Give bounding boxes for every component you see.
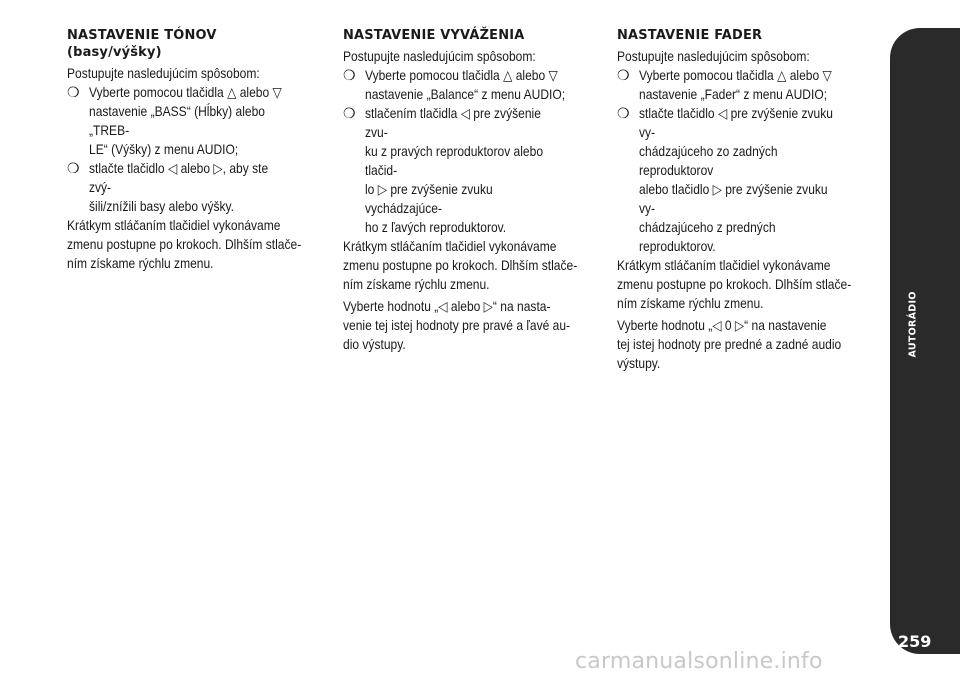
section-tab — [890, 28, 960, 654]
text-line: Vyberte hodnotu „◁ 0 ▷“ na nastavenie — [617, 317, 827, 333]
text-line: ho z ľavých reproduktorov. — [365, 219, 507, 235]
text-line: nastavenie „BASS“ (Hĺbky) alebo „TREB- — [89, 103, 266, 138]
heading-balance: NASTAVENIE VYVÁŽENIA — [343, 27, 525, 43]
section-tab-text: AUTORÁDIO — [907, 291, 919, 358]
bullet-item — [617, 66, 873, 104]
intro-text: Postupujte nasledujúcim spôsobom: — [617, 48, 810, 64]
bullet-item — [67, 83, 323, 159]
bullet-circle-icon: ❍ — [617, 67, 630, 83]
text-line: chádzajúceho z predných reproduktorov. — [639, 219, 776, 254]
text-line: Vyberte pomocou tlačidla △ alebo ▽ — [639, 67, 832, 83]
bullet-item — [67, 159, 323, 216]
paragraph — [67, 216, 322, 273]
column-tone — [67, 27, 323, 273]
text-line: zmenu postupne po krokoch. Dlhším stlače- — [67, 236, 302, 252]
text-line: Krátkym stláčaním tlačidiel vykonávame — [617, 257, 831, 273]
intro-text: Postupujte nasledujúcim spôsobom: — [343, 48, 536, 64]
bullet-circle-icon: ❍ — [617, 105, 630, 121]
paragraph — [617, 256, 872, 313]
text-line: dio výstupy. — [343, 336, 406, 352]
text-line: chádzajúceho zo zadných reproduktorov — [639, 143, 778, 178]
text-line: stlačte tlačidlo ◁ pre zvýšenie zvuku vy- — [639, 105, 833, 140]
text-line: Vyberte pomocou tlačidla △ alebo ▽ — [365, 67, 558, 83]
text-line: tej istej hodnoty pre predné a zadné audio — [617, 336, 842, 352]
bullet-circle-icon: ❍ — [67, 84, 80, 100]
page-number: 259 — [898, 632, 932, 651]
text-line: ku z pravých reproduktorov alebo tlačid- — [365, 143, 544, 178]
heading-fader: NASTAVENIE FADER — [617, 27, 763, 43]
bullet-item — [343, 66, 599, 104]
paragraph — [343, 237, 598, 294]
text-line: Krátkym stláčaním tlačidiel vykonávame — [343, 238, 557, 254]
intro-text: Postupujte nasledujúcim spôsobom: — [67, 65, 260, 81]
text-line: Vyberte pomocou tlačidla △ alebo ▽ — [89, 84, 282, 100]
text-line: Krátkym stláčaním tlačidiel vykonávame — [67, 217, 281, 233]
paragraph — [343, 297, 598, 354]
bullet-item — [617, 104, 873, 256]
text-line: stlačte tlačidlo ◁ alebo ▷, aby ste zvý- — [89, 160, 269, 195]
text-line: alebo tlačidlo ▷ pre zvýšenie zvuku vy- — [639, 181, 828, 216]
text-line: šili/znížili basy alebo výšky. — [89, 198, 234, 214]
text-line: LE“ (Výšky) z menu AUDIO; — [89, 141, 239, 157]
text-line: ním získame rýchlu zmenu. — [343, 276, 490, 292]
watermark: carmanualsonline.info — [575, 649, 823, 674]
text-line: venie tej istej hodnoty pre pravé a ľavé au- — [343, 317, 571, 333]
heading-tone: NASTAVENIE TÓNOV — [67, 27, 217, 43]
text-line: nastavenie „Balance“ z menu AUDIO; — [365, 86, 566, 102]
bullet-circle-icon: ❍ — [343, 105, 356, 121]
bullet-item — [343, 104, 599, 237]
text-line: výstupy. — [617, 355, 661, 371]
column-fader — [617, 27, 873, 373]
text-line: nastavenie „Fader“ z menu AUDIO; — [639, 86, 828, 102]
paragraph — [617, 316, 872, 373]
text-line: lo ▷ pre zvýšenie zvuku vychádzajúce- — [365, 181, 493, 216]
text-line: zmenu postupne po krokoch. Dlhším stlače- — [617, 276, 852, 292]
text-line: zmenu postupne po krokoch. Dlhším stlače- — [343, 257, 578, 273]
section-tab-label — [903, 291, 923, 360]
text-line: ním získame rýchlu zmenu. — [67, 255, 214, 271]
column-balance — [343, 27, 599, 354]
text-line: ním získame rýchlu zmenu. — [617, 295, 764, 311]
heading-tone-sub: (basy/výšky) — [67, 44, 162, 60]
bullet-circle-icon: ❍ — [343, 67, 356, 83]
bullet-circle-icon: ❍ — [67, 160, 80, 176]
text-line: stlačením tlačidla ◁ pre zvýšenie zvu- — [365, 105, 541, 140]
text-line: Vyberte hodnotu „◁ alebo ▷“ na nasta- — [343, 298, 551, 314]
